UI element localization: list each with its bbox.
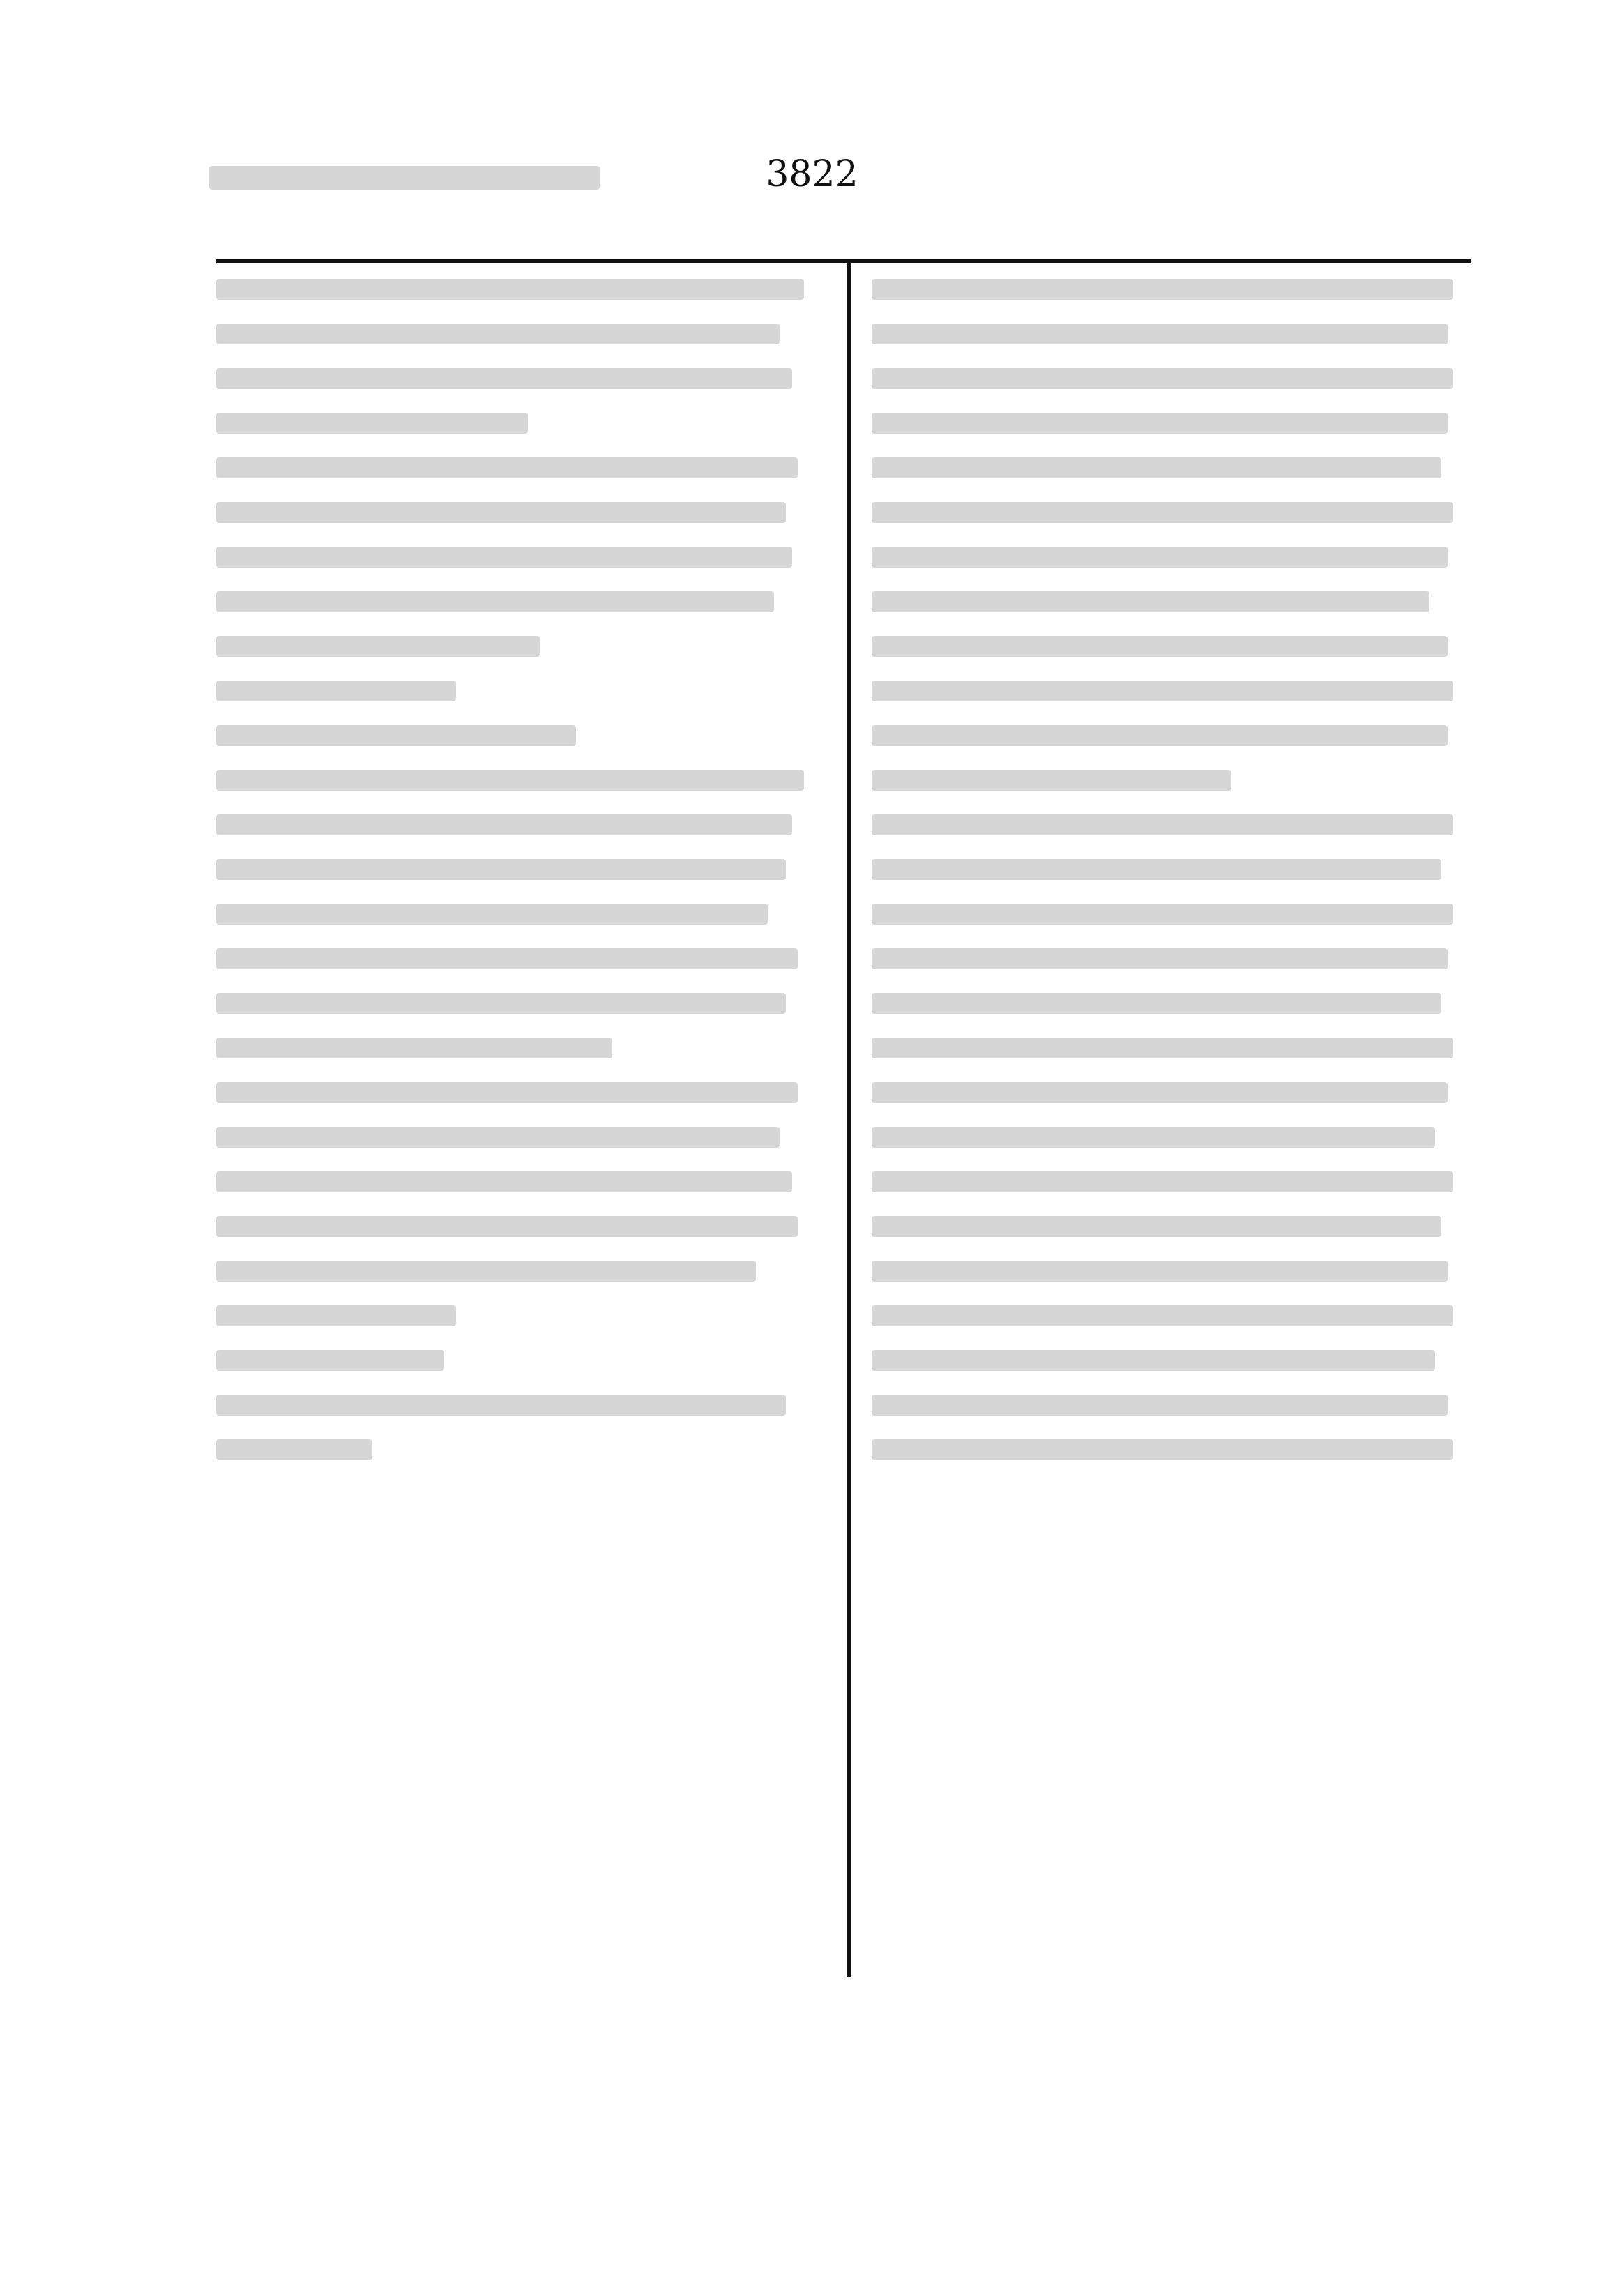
text-line bbox=[872, 948, 1448, 969]
page-number: 3822 bbox=[766, 153, 858, 195]
text-line bbox=[216, 591, 774, 612]
text-line bbox=[216, 904, 768, 925]
text-line bbox=[216, 547, 792, 568]
text-line bbox=[216, 1261, 756, 1282]
text-line bbox=[872, 993, 1441, 1014]
text-line bbox=[216, 859, 786, 880]
running-head bbox=[209, 166, 600, 190]
text-line bbox=[872, 1216, 1441, 1237]
text-line bbox=[872, 368, 1453, 389]
text-line bbox=[872, 1261, 1448, 1282]
text-line bbox=[216, 814, 792, 835]
text-line bbox=[216, 1038, 612, 1058]
text-line bbox=[872, 1350, 1435, 1371]
text-line bbox=[872, 502, 1453, 523]
text-line bbox=[872, 1395, 1448, 1416]
left-column bbox=[216, 279, 816, 1460]
text-line bbox=[216, 1171, 792, 1192]
text-line bbox=[216, 457, 798, 478]
text-line bbox=[216, 1395, 786, 1416]
text-line bbox=[872, 770, 1231, 791]
text-line bbox=[216, 1082, 798, 1103]
text-line bbox=[872, 591, 1429, 612]
text-line bbox=[872, 279, 1453, 300]
text-line bbox=[216, 636, 540, 657]
text-line bbox=[872, 681, 1453, 701]
text-line bbox=[216, 1439, 372, 1460]
text-line bbox=[872, 1305, 1453, 1326]
text-line bbox=[872, 1082, 1448, 1103]
text-line bbox=[216, 1127, 780, 1148]
column-divider bbox=[847, 261, 851, 1977]
text-line bbox=[216, 770, 804, 791]
text-line bbox=[872, 1439, 1453, 1460]
text-line bbox=[216, 681, 456, 701]
text-line bbox=[872, 904, 1453, 925]
right-column bbox=[872, 279, 1471, 1460]
text-line bbox=[216, 279, 804, 300]
text-line bbox=[216, 324, 780, 344]
text-line bbox=[872, 457, 1441, 478]
text-line bbox=[872, 1127, 1435, 1148]
text-line bbox=[216, 725, 576, 746]
text-line bbox=[216, 1305, 456, 1326]
text-line bbox=[872, 324, 1448, 344]
text-line bbox=[216, 1350, 444, 1371]
text-line bbox=[872, 636, 1448, 657]
text-line bbox=[216, 502, 786, 523]
text-line bbox=[872, 725, 1448, 746]
top-rule bbox=[216, 259, 1471, 263]
text-line bbox=[216, 993, 786, 1014]
text-line bbox=[872, 814, 1453, 835]
text-line bbox=[216, 1216, 798, 1237]
text-line bbox=[872, 1038, 1453, 1058]
text-line bbox=[216, 948, 798, 969]
text-line bbox=[872, 1171, 1453, 1192]
text-line bbox=[216, 413, 528, 434]
text-line bbox=[872, 547, 1448, 568]
text-line bbox=[216, 368, 792, 389]
text-line bbox=[872, 413, 1448, 434]
text-line bbox=[872, 859, 1441, 880]
